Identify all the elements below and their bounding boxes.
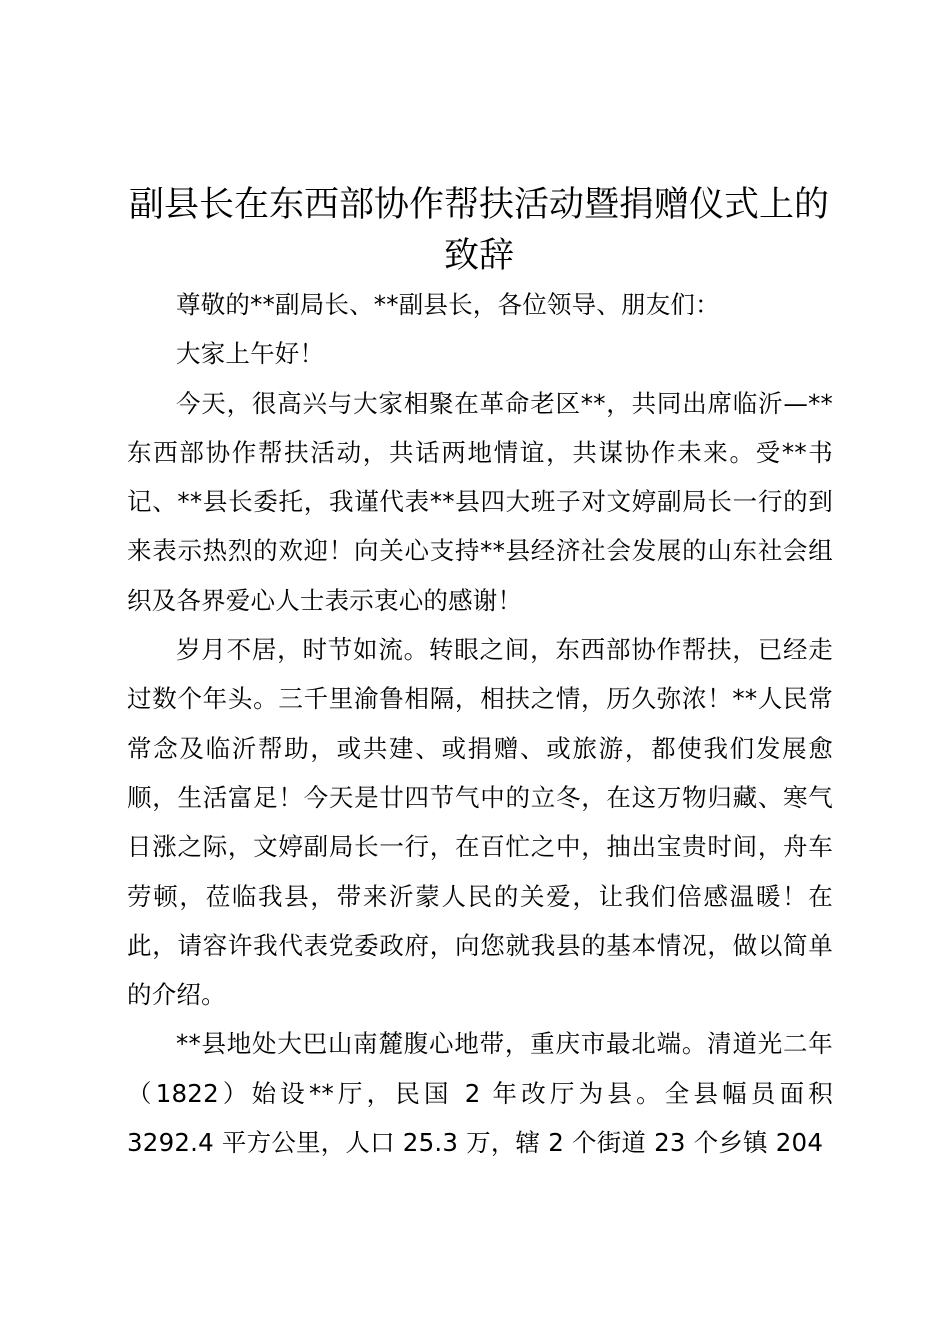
welcome-paragraph: 今天，很高兴与大家相聚在革命老区**，共同出席临沂—**东西部协作帮扶活动，共话两地情谊，共谋协作未来。受**书记、**县长委托，我谨代表**县四大班子对文婷副局长一行的到来表示热烈的欢迎！向关心支持**县经济社会发展的山东社会组织及各界爱心人士表示衷心的感谢！ <box>127 388 833 615</box>
cooperation-paragraph: 岁月不居，时节如流。转眼之间，东西部协作帮扶，已经走过数个年头。三千里渝鲁相隔，相扶之情，历久弥浓！**人民常常念及临沂帮助，或共建、或捐赠、或旅游，都使我们发展愈顺，生活富足！今天是廿四节气中的立冬，在这万物归藏、寒气日涨之际，文婷副局长一行，在百忙之中，抽出宝贵时间，舟车劳顿，莅临我县，带来沂蒙人民的关爱，让我们倍感温暖！在此，请容许我代表党委政府，向您就我县的基本情况，做以简单的介绍。 <box>127 635 833 1010</box>
document-body <box>127 280 833 1167</box>
greeting-paragraph: 大家上午好！ <box>176 339 325 369</box>
salutation-paragraph: 尊敬的**副局长、**副县长，各位领导、朋友们： <box>176 290 720 319</box>
document-title: 副县长在东西部协作帮扶活动暨捐赠仪式上的致辞 <box>128 185 829 276</box>
county-intro-paragraph: **县地处大巴山南麓腹心地带，重庆市最北端。清道光二年（1822）始设**厅，民国 2 年改厅为县。全县幅员面积 3292.4 平方公里，人口 25.3 万，辖 2 个街道 23 个乡镇 204 <box>127 1029 833 1158</box>
